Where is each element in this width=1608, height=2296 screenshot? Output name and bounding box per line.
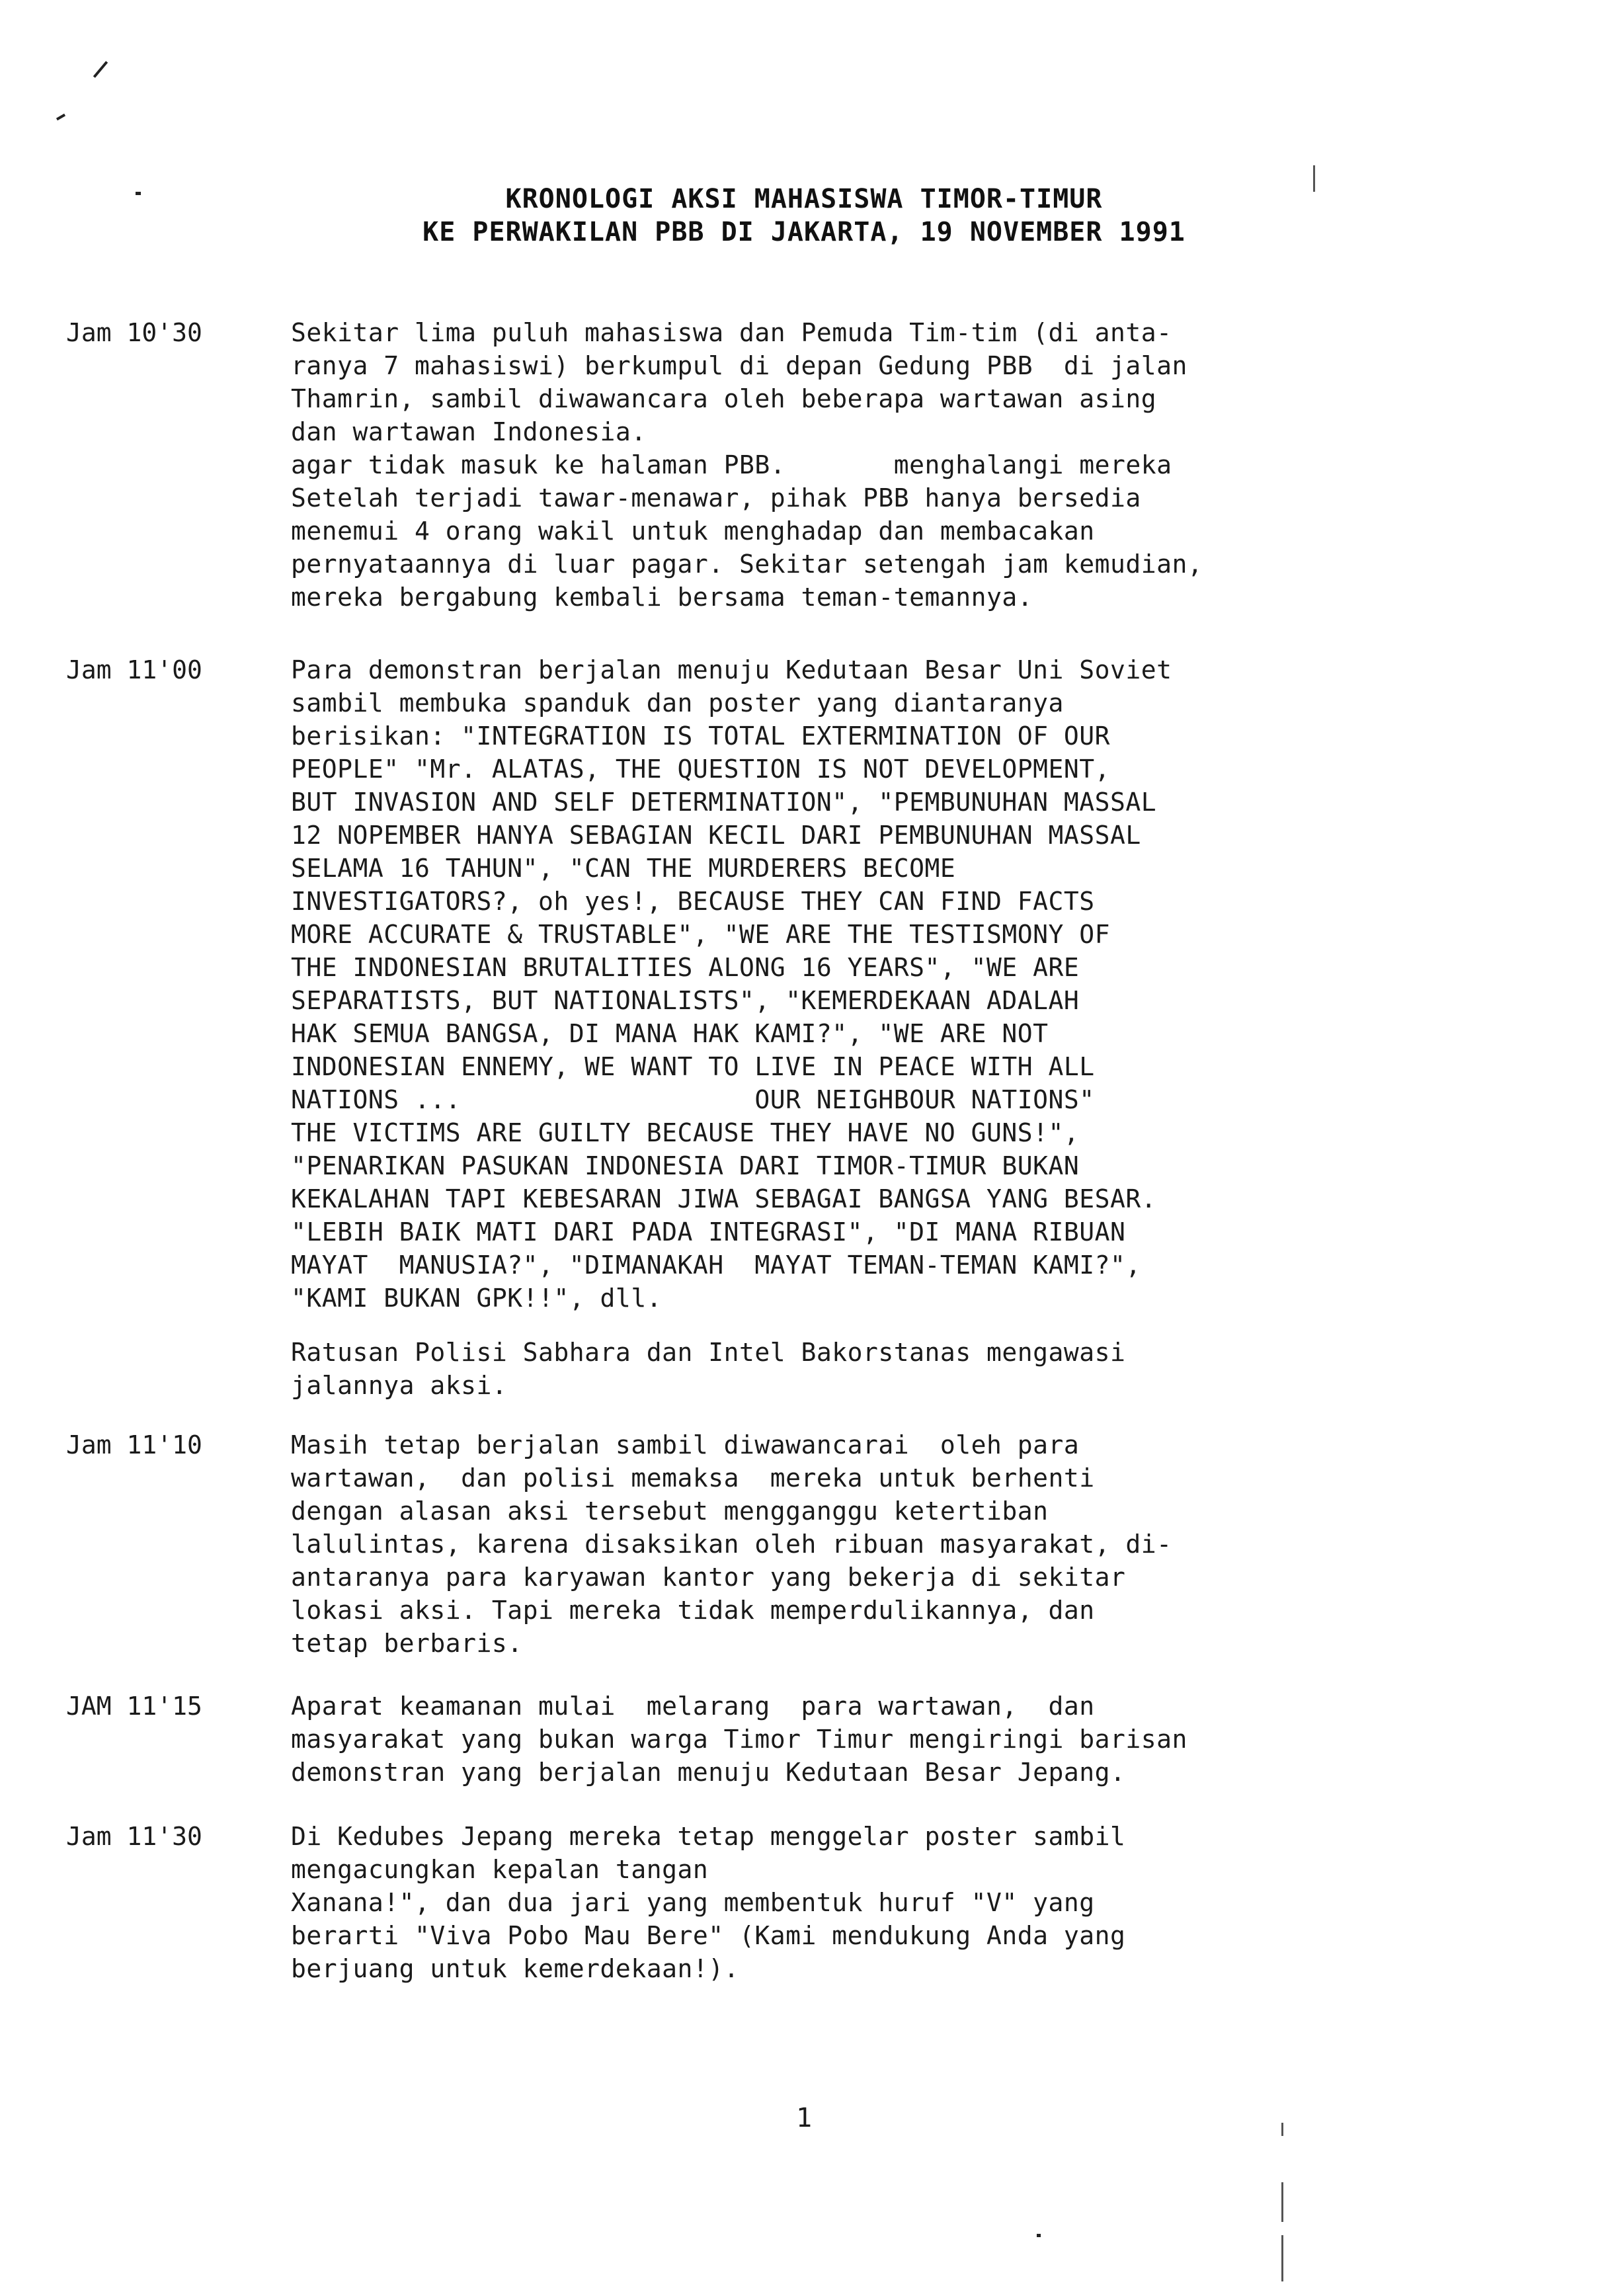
text-line: agar tidak masuk ke halaman PBB. menghalangi mereka	[291, 450, 1172, 479]
text-line: berjuang untuk kemerdekaan!).	[291, 1954, 739, 1983]
entry-time: Jam 11'30	[66, 1822, 202, 1851]
text-line: BUT INVASION AND SELF DETERMINATION", "PEMBUNUHAN MASSAL	[291, 788, 1157, 817]
text-line: dengan alasan aksi tersebut mengganggu ketertiban	[291, 1496, 1049, 1526]
scan-mark	[1037, 2234, 1041, 2237]
text-line: Di Kedubes Jepang mereka tetap menggelar poster sambil	[291, 1822, 1126, 1851]
text-line: "PENARIKAN PASUKAN INDONESIA DARI TIMOR-TIMUR BUKAN	[291, 1151, 1080, 1180]
text-line: Para demonstran berjalan menuju Kedutaan Besar Uni Soviet	[291, 655, 1172, 684]
text-line: SELAMA 16 TAHUN", "CAN THE MURDERERS BECOME	[291, 854, 956, 883]
margin-mark	[1281, 2182, 1283, 2222]
entry-text	[291, 653, 1481, 1402]
text-line: berisikan: "INTEGRATION IS TOTAL EXTERMINATION OF OUR	[291, 721, 1111, 751]
entry-paragraph	[291, 1336, 1481, 1402]
text-line: tetap berbaris.	[291, 1629, 523, 1658]
text-line: menemui 4 orang wakil untuk menghadap dan membacakan	[291, 516, 1095, 546]
entry-text	[291, 316, 1481, 614]
text-line: Xanana!", dan dua jari yang membentuk huruf "V" yang	[291, 1888, 1095, 1917]
text-line: Thamrin, sambil diwawancara oleh beberapa wartawan asing	[291, 384, 1157, 413]
text-line: KEKALAHAN TAPI KEBESARAN JIWA SEBAGAI BANGSA YANG BESAR.	[291, 1184, 1157, 1213]
text-line: lokasi aksi. Tapi mereka tidak memperdulikannya, dan	[291, 1596, 1095, 1625]
text-line: jalannya aksi.	[291, 1371, 508, 1400]
text-line: wartawan, dan polisi memaksa mereka untuk berhenti	[291, 1463, 1095, 1493]
text-line: INDONESIAN ENNEMY, WE WANT TO LIVE IN PEACE WITH ALL	[291, 1052, 1095, 1081]
text-line: "LEBIH BAIK MATI DARI PADA INTEGRASI", "DI MANA RIBUAN	[291, 1217, 1126, 1247]
entry-time: JAM 11'15	[66, 1692, 202, 1721]
text-line: HAK SEMUA BANGSA, DI MANA HAK KAMI?", "WE ARE NOT	[291, 1019, 1049, 1048]
scan-mark	[93, 61, 108, 78]
text-line: THE VICTIMS ARE GUILTY BECAUSE THEY HAVE NO GUNS!",	[291, 1118, 1080, 1147]
text-line: Ratusan Polisi Sabhara dan Intel Bakorstanas mengawasi	[291, 1338, 1126, 1367]
text-line: ranya 7 mahasiswi) berkumpul di depan Gedung PBB di jalan	[291, 351, 1187, 380]
text-line: Aparat keamanan mulai melarang para wartawan, dan	[291, 1692, 1095, 1721]
text-line: NATIONS ... OUR NEIGHBOUR NATIONS"	[291, 1085, 1095, 1114]
text-line: antaranya para karyawan kantor yang bekerja di sekitar	[291, 1563, 1126, 1592]
text-line: mereka bergabung kembali bersama teman-temannya.	[291, 583, 1033, 612]
entry-text	[291, 1820, 1481, 1985]
scan-mark	[56, 114, 65, 120]
margin-mark	[1281, 2235, 1283, 2281]
text-line: berarti "Viva Pobo Mau Bere" (Kami mendukung Anda yang	[291, 1921, 1126, 1950]
text-line: Sekitar lima puluh mahasiswa dan Pemuda Tim-tim (di anta-	[291, 318, 1172, 347]
text-line: Masih tetap berjalan sambil diwawancarai oleh para	[291, 1430, 1080, 1459]
text-line: "KAMI BUKAN GPK!!", dll.	[291, 1284, 663, 1313]
text-line: sambil membuka spanduk dan poster yang diantaranya	[291, 688, 1064, 718]
entry-time: Jam 11'00	[66, 655, 202, 684]
text-line: Setelah terjadi tawar-menawar, pihak PBB hanya bersedia	[291, 483, 1141, 512]
document-title-line-2: KE PERWAKILAN PBB DI JAKARTA, 19 NOVEMBER 1991	[422, 217, 1186, 247]
entry-time: Jam 11'10	[66, 1430, 202, 1459]
text-line: MAYAT MANUSIA?", "DIMANAKAH MAYAT TEMAN-TEMAN KAMI?",	[291, 1250, 1141, 1280]
text-line: THE INDONESIAN BRUTALITIES ALONG 16 YEARS", "WE ARE	[291, 953, 1080, 982]
text-line: lalulintas, karena disaksikan oleh ribuan masyarakat, di-	[291, 1530, 1172, 1559]
text-line: MORE ACCURATE & TRUSTABLE", "WE ARE THE TESTISMONY OF	[291, 920, 1111, 949]
text-line: mengacungkan kepalan tangan	[291, 1855, 709, 1884]
text-line: dan wartawan Indonesia.	[291, 417, 647, 446]
entry-time: Jam 10'30	[66, 318, 202, 347]
page-number: 1	[795, 2103, 813, 2133]
text-line: PEOPLE" "Mr. ALATAS, THE QUESTION IS NOT DEVELOPMENT,	[291, 755, 1111, 784]
text-line: 12 NOPEMBER HANYA SEBAGIAN KECIL DARI PEMBUNUHAN MASSAL	[291, 821, 1141, 850]
document-title-line-1: KRONOLOGI AKSI MAHASISWA TIMOR-TIMUR	[505, 184, 1103, 214]
entry-text	[291, 1428, 1481, 1660]
text-line: INVESTIGATORS?, oh yes!, BECAUSE THEY CAN FIND FACTS	[291, 887, 1095, 916]
text-line: pernyataannya di luar pagar. Sekitar setengah jam kemudian,	[291, 550, 1203, 579]
text-line: demonstran yang berjalan menuju Kedutaan Besar Jepang.	[291, 1758, 1126, 1787]
entry-text	[291, 1690, 1481, 1789]
text-line: SEPARATISTS, BUT NATIONALISTS", "KEMERDEKAAN ADALAH	[291, 986, 1080, 1015]
text-line: masyarakat yang bukan warga Timor Timur mengiringi barisan	[291, 1725, 1187, 1754]
